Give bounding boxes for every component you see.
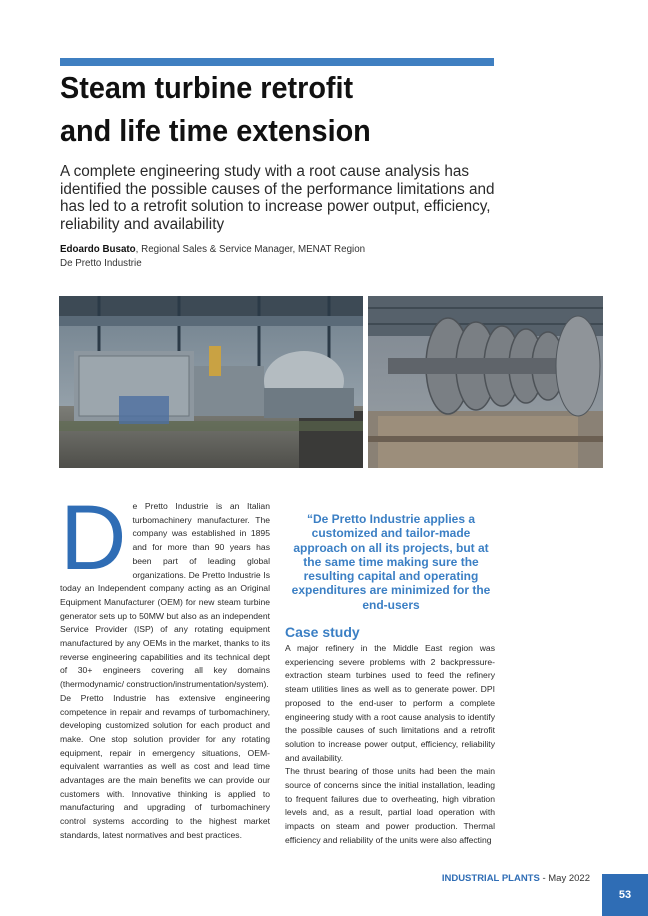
issue-date: - May 2022: [539, 873, 590, 884]
author-company: De Pretto Industrie: [60, 258, 142, 269]
title-accent-bar: [60, 58, 494, 66]
author-role: , Regional Sales & Service Manager, MENAT Region: [135, 244, 366, 255]
article-subtitle: A complete engineering study with a root cause analysis has identified the possible causes of the performance limitations and has led to a retrofit solution to increase power output, efficiency, reliability and availability: [60, 163, 495, 233]
turbine-hall-photo: [59, 296, 363, 468]
case-study-heading: Case study: [285, 624, 360, 640]
case-study-paragraph-1: A major refinery in the Middle East region was experiencing severe problems with 2 backpressure-extraction steam turbines used to feed the refinery steam utilities lines as well as to generate power. DPI proposed to the end-user to perform a complete engineering study with a root cause analysis to identify the possible causes of such limitations and a retrofit solution to increase power output, efficiency, reliability and availability.: [285, 643, 495, 763]
case-study-paragraph-2: The thrust bearing of those units had been the main source of concerns since the initial installation, leading to frequent failures due to overheating, high vibration levels and, as a result, partial load operation with impacts on steam and power production. Thermal efficiency and reliability of the units were also affecting: [285, 766, 495, 845]
byline: [60, 243, 480, 271]
title-line-2: and life time extension: [60, 113, 371, 148]
turbine-rotor-photo: [368, 296, 603, 468]
pull-quote: “De Pretto Industrie applies a customized and tailor-made approach on all its projects, but at the same time making sure the resulting capital and operating expenditures are minimized for the end-users: [291, 512, 491, 612]
drop-cap: D: [60, 487, 127, 589]
competence-paragraph: De Pretto Industrie has extensive engineering competence in repair and revamps of turbomachinery, developing customized solution for each product and make. One stop solution provider for any rotating equipment, repair in emergency situations, OEM-equivalent warranties as well as cost and lead time advantages are the main benefits we can provide our customers with. Innovative thinking is applied to manufacturing and upgrading of turbomachinery control systems according to the highest market standards, latest normatives and best practices.: [60, 692, 270, 840]
footer-magazine: [442, 873, 590, 884]
page-number: 53: [602, 874, 648, 916]
author-name: Edoardo Busato: [60, 244, 136, 255]
body-column-right: [285, 642, 495, 848]
magazine-name: INDUSTRIAL PLANTS: [441, 873, 540, 884]
body-column-left: [60, 487, 270, 843]
intro-paragraph: e Pretto Industrie is an Italian turbomachinery manufacturer. The company was established in 1895 and for more than 90 years has been part of leading global organizations. De Pretto Industrie Is today an Independent company acting as an Original Equipment Manufacturer (OEM) for new steam turbine generator sets up to 50MW but also as an independent Service Provider (ISP) of any rotating equipment manufactured by any OEMs in the market, thanks to its reverse engineering capabilities and its technical dept of 30+ engineers covering all key domains (thermodynamic/ construction/instrumentation/system).: [60, 501, 270, 690]
title-line-1: Steam turbine retrofit: [60, 70, 354, 105]
article-title: [60, 66, 488, 152]
